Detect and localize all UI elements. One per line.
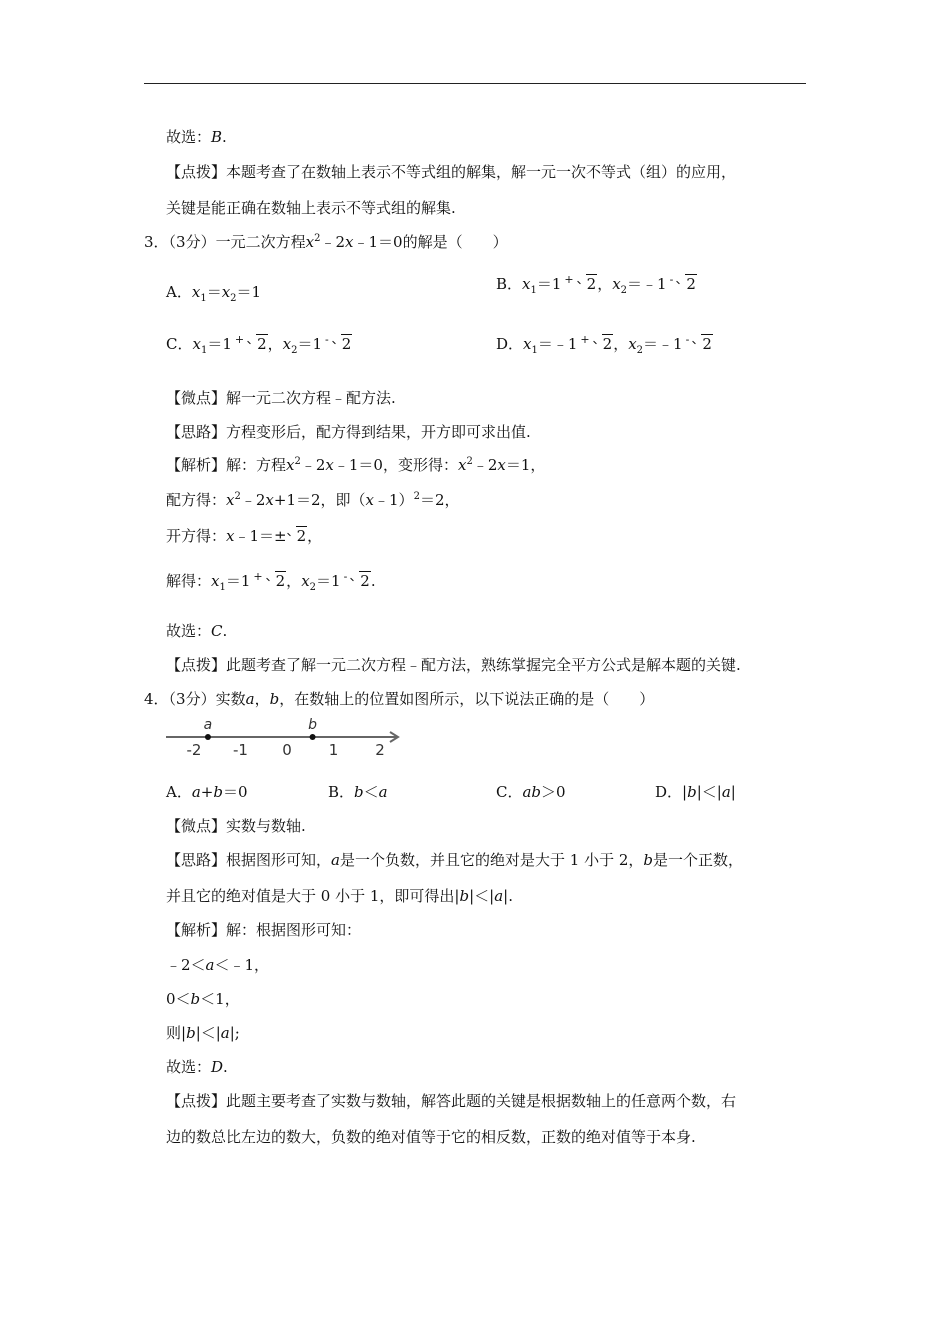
prev-dianbo-line-2: 关键是能正确在数轴上表示不等式组的解集.: [166, 199, 456, 217]
sqrt-symbol: 2: [577, 274, 598, 294]
q3-option-b: B．$x_1=1$ + 2，$x_2=﹣1$ - 2: [496, 273, 696, 296]
sqrt-symbol: 2: [676, 274, 697, 294]
sqrt-symbol: 2: [266, 571, 287, 591]
q4-option-a: A．a+b＝0: [166, 783, 248, 801]
q4-option-c: C．ab＞0: [496, 783, 566, 801]
sqrt-symbol: 2: [247, 334, 268, 354]
q3-kaifang: 开方得：x﹣1＝± 2，: [166, 527, 323, 545]
prev-answer-line: 故选：B.: [166, 128, 227, 146]
q4-option-b: B．b＜a: [328, 783, 388, 801]
sqrt-symbol: 2: [692, 334, 713, 354]
q4-option-d: D．|b|＜|a|: [655, 783, 736, 801]
q3-answer: 故选：C.: [166, 622, 228, 640]
point-label-b: b: [308, 717, 318, 733]
sqrt-symbol: 2: [332, 334, 353, 354]
q3-stem: 3．（3分）一元二次方程$x^2﹣2x﹣1=0$的解是（ ）: [144, 233, 508, 251]
q3-jiexi: 【解析】解：方程$x^2﹣2x﹣1=0$，变形得：$x^2﹣2x=1$，: [166, 456, 546, 474]
prev-dianbo-line-1: 【点拨】本题考查了在数轴上表示不等式组的解集，解一元一次不等式（组）的应用，: [166, 163, 737, 181]
q4-dianbo-2: 边的数总比左边的数大，负数的绝对值等于它的相反数，正数的绝对值等于本身.: [166, 1128, 696, 1146]
tick-label-3: 1: [328, 741, 339, 759]
q4-step-1: ﹣2＜a＜﹣1，: [166, 956, 270, 974]
point-b: [310, 734, 316, 740]
number-line-figure: [160, 712, 410, 762]
q4-dianbo-1: 【点拨】此题主要考查了实数与数轴，解答此题的关键是根据数轴上的任意两个数，右: [166, 1092, 737, 1110]
q4-weidian: 【微点】实数与数轴.: [166, 817, 306, 835]
tick-label-1: -1: [233, 741, 248, 759]
q4-stem: 4．（3分）实数a，b，在数轴上的位置如图所示，以下说法正确的是（ ）: [144, 690, 655, 708]
q4-step-3: 则|b|＜|a|;: [166, 1024, 240, 1042]
q3-dianbo: 【点拨】此题考查了解一元二次方程﹣配方法，熟练掌握完全平方公式是解本题的关键.: [166, 656, 741, 674]
point-label-a: a: [203, 717, 213, 733]
q3-silu: 【思路】方程变形后，配方得到结果，开方即可求出值.: [166, 423, 531, 441]
q3-option-c: C．$x_1=1$ + 2，$x_2=1$ - 2: [166, 333, 352, 356]
q4-jiexi: 【解析】解：根据图形可知：: [166, 921, 362, 939]
q3-peifang: 配方得：$x^2﹣2x+1=2$，即（x﹣1）$^2$＝2，: [166, 491, 460, 509]
sqrt-symbol: 2: [287, 526, 308, 546]
q4-answer: 故选：D.: [166, 1058, 228, 1076]
tick-label-0: -2: [186, 741, 202, 759]
tick-label-4: 2: [375, 741, 385, 759]
tick-labels: [187, 741, 385, 759]
sqrt-symbol: 2: [350, 571, 371, 591]
q4-silu-1: 【思路】根据图形可知，a是一个负数，并且它的绝对是大于 1 小于 2，b是一个正数，: [166, 851, 744, 869]
q3-jiede: 解得：$x_1=1$ + 2，$x_2=1$ - 2.: [166, 570, 376, 593]
q4-silu-2: 并且它的绝对值是大于 0 小于 1，即可得出|b|＜|a|.: [166, 887, 513, 905]
tick-label-2: 0: [282, 741, 292, 759]
q3-weidian: 【微点】解一元二次方程﹣配方法.: [166, 389, 396, 407]
sqrt-symbol: 2: [593, 334, 614, 354]
q4-step-2: 0＜b＜1，: [166, 990, 240, 1008]
header-rule: [144, 83, 806, 84]
point-a: [205, 734, 211, 740]
q3-option-d: D．$x_1=﹣1$ + 2，$x_2=﹣1$ - 2: [496, 333, 712, 356]
q3-option-a: A．$x_1=x_2=1$: [166, 283, 262, 304]
